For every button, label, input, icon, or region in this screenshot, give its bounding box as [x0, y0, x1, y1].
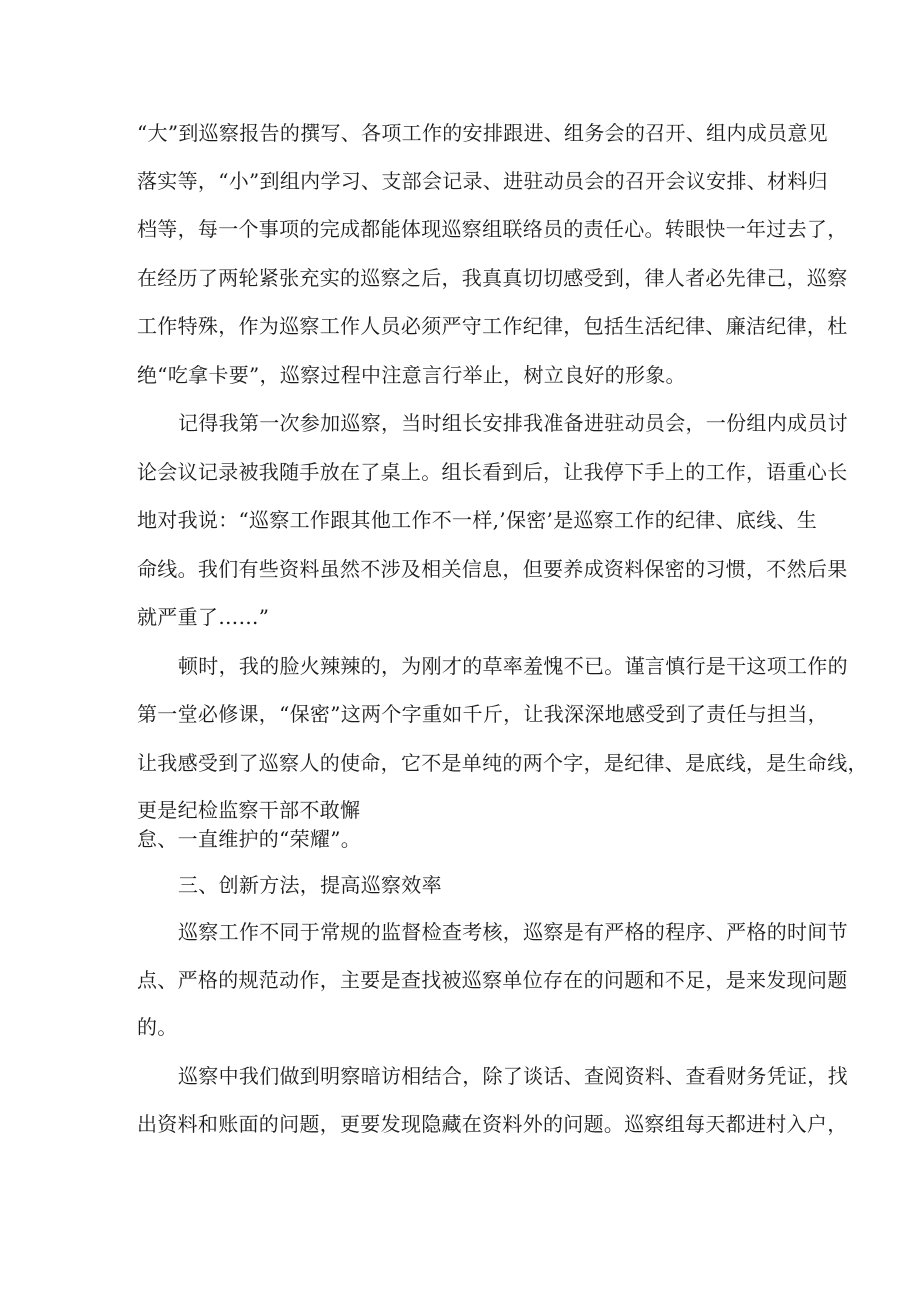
paragraph-3-line-2: 第一堂必修课，“保密”这两个字重如千斤，让我深深地感受到了责任与担当，	[137, 702, 828, 726]
paragraph-3-line-4: 更是纪检监察干部不敢懈	[137, 798, 361, 822]
paragraph-2-line-5: 就严重了……”	[137, 605, 270, 629]
paragraph-4-line-2: 点、严格的规范动作，主要是查找被巡察单位存在的问题和不足，是来发现问题	[137, 968, 848, 992]
paragraph-3-line-1: 顿时，我的脸火辣辣的，为刚才的草率羞愧不已。谨言慎行是干这项工作的	[178, 654, 848, 678]
paragraph-4-line-3: 的。	[137, 1015, 178, 1039]
paragraph-5-line-2: 出资料和账面的问题，更要发现隐藏在资料外的问题。巡察组每天都进村入户，	[137, 1112, 848, 1136]
paragraph-2-line-1: 记得我第一次参加巡察，当时组长安排我准备进驻动员会，一份组内成员讨	[178, 411, 848, 435]
paragraph-1-line-1: “大”到巡察报告的撰写、各项工作的安排跟进、组务会的召开、组内成员意见	[137, 121, 828, 145]
paragraph-1-line-2: 落实等，“小”到组内学习、支部会记录、进驻动员会的召开会议安排、材料归	[137, 169, 828, 193]
paragraph-1-line-3: 档等，每一个事项的完成都能体现巡察组联络员的责任心。转眼快一年过去了，	[137, 217, 848, 241]
paragraph-4-line-1: 巡察工作不同于常规的监督检查考核，巡察是有严格的程序、严格的时间节	[178, 920, 848, 944]
section-heading-3: 三、创新方法，提高巡察效率	[178, 873, 442, 897]
paragraph-1-line-4: 在经历了两轮紧张充实的巡察之后，我真真切切感受到，律人者必先律己，巡察	[137, 266, 848, 290]
paragraph-3-line-5: 怠、一直维护的“荣耀”。	[137, 827, 362, 851]
paragraph-2-line-3: 地对我说：“巡察工作跟其他工作不一样,’保密’是巡察工作的纪律、底线、生	[137, 508, 818, 532]
paragraph-1-line-5: 工作特殊，作为巡察工作人员必须严守工作纪律，包括生活纪律、廉洁纪律，杜	[137, 314, 848, 338]
paragraph-3-line-3: 让我感受到了巡察人的使命，它不是单纯的两个字，是纪律、是底线，是生命线，	[137, 751, 868, 775]
paragraph-2-line-2: 论会议记录被我随手放在了桌上。组长看到后，让我停下手上的工作，语重心长	[137, 460, 848, 484]
paragraph-2-line-4: 命线。我们有些资料虽然不涉及相关信息，但要养成资料保密的习惯，不然后果	[137, 557, 848, 581]
paragraph-1-line-6: 绝“吃拿卡要”，巡察过程中注意言行举止，树立良好的形象。	[137, 363, 686, 387]
paragraph-5-line-1: 巡察中我们做到明察暗访相结合，除了谈话、查阅资料、查看财务凭证，找	[178, 1064, 848, 1088]
